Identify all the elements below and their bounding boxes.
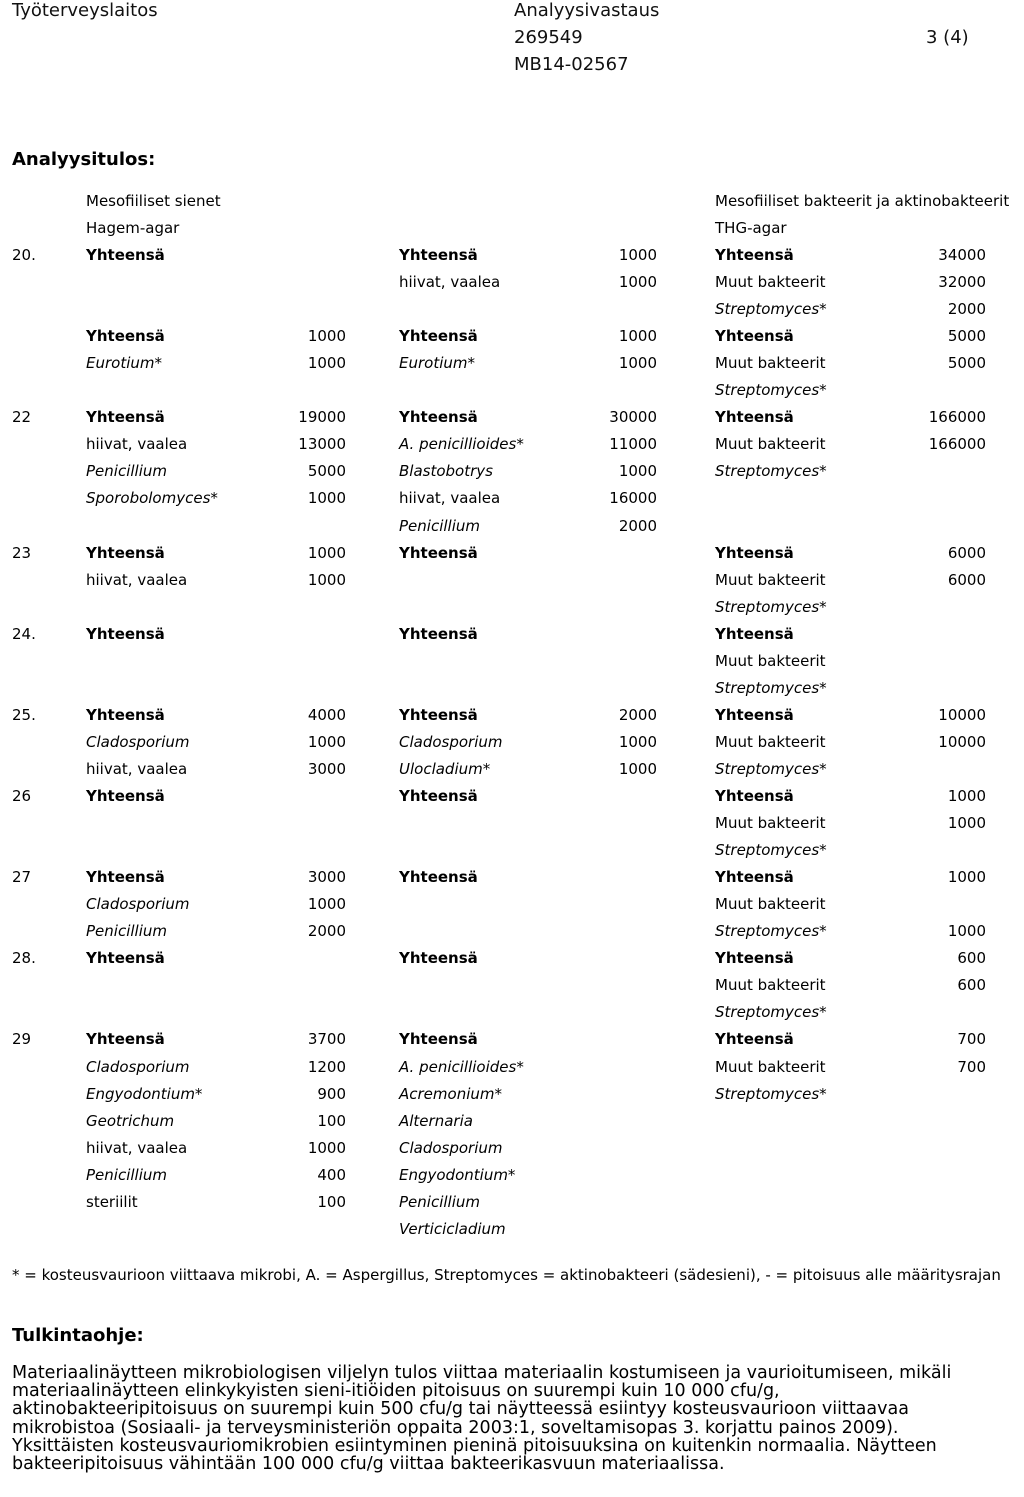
fungi-taxon-2: Yhteensä [399,949,478,967]
fungi-taxon: hiivat, vaalea [86,760,188,778]
interpretation-line: bakteeripitoisuus vähintään 100 000 cfu/g viittaa bakteerikasvuun materiaalissa. [12,1454,725,1475]
fungi-taxon-2: Yhteensä [399,625,478,643]
fungi-count: 400 [317,1166,346,1184]
fungi-taxon-2: Verticicladium [399,1220,506,1238]
fungi-taxon-2: Alternaria [399,1112,473,1130]
bacteria-taxon: Streptomyces* [715,381,827,399]
bacteria-count: 10000 [938,733,986,751]
bacteria-count: 5000 [947,354,986,372]
fungi-taxon-2: Ulocladium* [399,760,491,778]
bacteria-taxon: Yhteensä [715,327,794,345]
interpretation-line: Materiaalinäytteen mikrobiologisen viljelyn tulos viittaa materiaalin kostumiseen ja vaurioitumiseen, mikäli [12,1363,952,1383]
bacteria-taxon: Yhteensä [715,625,794,643]
fungi-taxon-2: A. penicillioides* [399,1058,524,1076]
bacteria-taxon: Muut bakteerit [715,1058,826,1076]
bacteria-count: 1000 [947,922,986,940]
fungi-count-2: 1000 [618,273,657,291]
fungi-taxon: Penicillium [86,462,167,480]
fungi-count: 5000 [307,462,346,480]
fungi-taxon: hiivat, vaalea [86,571,188,589]
fungi-taxon: Sporobolomyces* [86,489,218,507]
fungi-count-2: 2000 [618,706,657,724]
fungi-taxon: Yhteensä [86,787,165,805]
bacteria-count: 1000 [947,787,986,805]
fungi-count-2: 30000 [609,408,657,426]
bacteria-count: 10000 [938,706,986,724]
fungi-taxon-2: Yhteensä [399,787,478,805]
fungi-count: 2000 [307,922,346,940]
fungi-count: 3000 [307,868,346,886]
fungi-taxon: steriilit [86,1193,138,1211]
bacteria-taxon: Yhteensä [715,544,794,562]
fungi-taxon: hiivat, vaalea [86,435,188,453]
bacteria-taxon: Streptomyces* [715,300,827,318]
bacteria-count: 1000 [947,814,986,832]
fungi-count-2: 1000 [618,327,657,345]
fungi-count: 1000 [307,733,346,751]
bacteria-taxon: Yhteensä [715,868,794,886]
fungi-taxon: Penicillium [86,1166,167,1184]
fungi-count-2: 1000 [618,760,657,778]
fungi-count: 1000 [307,489,346,507]
bacteria-count: 34000 [938,246,986,264]
sample-number: 27 [12,868,32,886]
fungi-count: 19000 [298,408,346,426]
fungi-count-2: 1000 [618,354,657,372]
fungi-count: 900 [317,1085,346,1103]
document-number: 269549 [514,27,583,48]
fungi-count: 100 [317,1193,346,1211]
fungi-count: 1000 [307,571,346,589]
fungi-taxon: Cladosporium [86,1058,190,1076]
fungi-count-2: 16000 [609,489,657,507]
bacteria-count: 1000 [947,868,986,886]
interpretation-line: aktinobakteeripitoisuus on suurempi kuin 500 cfu/g tai näytteessä esiintyy kosteusvaurioon viittaavaa [12,1399,909,1420]
bacteria-taxon: Streptomyces* [715,462,827,480]
fungi-column-header: Mesofiiliset sienet [86,192,221,210]
sample-number: 29 [12,1030,32,1048]
fungi-taxon: Yhteensä [86,706,165,724]
fungi-taxon-2: hiivat, vaalea [399,273,501,291]
bacteria-count: 600 [957,976,986,994]
fungi-count-2: 1000 [618,246,657,264]
fungi-count: 1200 [307,1058,346,1076]
fungi-taxon: Geotrichum [86,1112,175,1130]
fungi-count: 4000 [307,706,346,724]
bacteria-taxon: Muut bakteerit [715,571,826,589]
bacteria-taxon: Yhteensä [715,408,794,426]
fungi-taxon-2: Blastobotrys [399,462,493,480]
fungi-taxon-2: hiivat, vaalea [399,489,501,507]
fungi-taxon-2: Cladosporium [399,733,503,751]
fungi-taxon: Yhteensä [86,246,165,264]
bacteria-count: 32000 [938,273,986,291]
page-number: 3 (4) [926,27,969,48]
sample-number: 24. [12,625,36,643]
bacteria-taxon: Muut bakteerit [715,814,826,832]
fungi-taxon: Engyodontium* [86,1085,203,1103]
bacteria-taxon: Yhteensä [715,787,794,805]
interpretation-line: mikrobistoa (Sosiaali- ja terveysministeriön oppaita 2003:1, soveltamisopas 3. korjattu painos 2009). [12,1417,899,1438]
fungi-taxon-2: Yhteensä [399,706,478,724]
bacteria-medium-header: THG-agar [715,219,787,237]
sample-number: 20. [12,246,36,264]
fungi-taxon-2: Engyodontium* [399,1166,516,1184]
sample-number: 25. [12,706,36,724]
fungi-taxon: Yhteensä [86,868,165,886]
fungi-taxon: hiivat, vaalea [86,1139,188,1157]
fungi-taxon-2: Eurotium* [399,354,475,372]
fungi-taxon-2: Penicillium [399,517,480,535]
bacteria-taxon: Muut bakteerit [715,733,826,751]
bacteria-count: 6000 [947,571,986,589]
fungi-count: 13000 [298,435,346,453]
fungi-taxon-2: Yhteensä [399,1030,478,1048]
interpretation-title: Tulkintaohje: [12,1325,144,1346]
interpretation-line: Yksittäisten kosteusvauriomikrobien esiintyminen pieninä pitoisuuksina on kuitenkin normaalia. Näytteen [12,1435,937,1456]
fungi-taxon-2: A. penicillioides* [399,435,524,453]
bacteria-count: 700 [957,1030,986,1048]
bacteria-taxon: Muut bakteerit [715,435,826,453]
bacteria-taxon: Muut bakteerit [715,273,826,291]
fungi-count: 1000 [307,895,346,913]
fungi-taxon: Eurotium* [86,354,162,372]
fungi-count: 1000 [307,327,346,345]
fungi-count-2: 1000 [618,462,657,480]
bacteria-taxon: Streptomyces* [715,760,827,778]
fungi-taxon: Yhteensä [86,408,165,426]
bacteria-taxon: Yhteensä [715,246,794,264]
fungi-count: 3000 [307,760,346,778]
fungi-count: 1000 [307,354,346,372]
interpretation-text [12,1364,1017,1473]
fungi-taxon-2: Yhteensä [399,868,478,886]
bacteria-taxon: Yhteensä [715,1030,794,1048]
bacteria-taxon: Yhteensä [715,706,794,724]
fungi-taxon: Yhteensä [86,544,165,562]
sample-number: 26 [12,787,32,805]
fungi-count-2: 1000 [618,733,657,751]
organization-name: Työterveyslaitos [12,0,158,21]
fungi-medium-header: Hagem-agar [86,219,180,237]
sample-number: 28. [12,949,36,967]
bacteria-count: 600 [957,949,986,967]
fungi-taxon-2: Acremonium* [399,1085,502,1103]
bacteria-column-header: Mesofiiliset bakteerit ja aktinobakteerit [715,192,1010,210]
fungi-taxon-2: Yhteensä [399,408,478,426]
sample-number: 22 [12,408,32,426]
fungi-taxon: Cladosporium [86,895,190,913]
sample-number: 23 [12,544,32,562]
fungi-taxon: Cladosporium [86,733,190,751]
fungi-count: 3700 [307,1030,346,1048]
fungi-count: 1000 [307,1139,346,1157]
fungi-taxon: Yhteensä [86,1030,165,1048]
bacteria-taxon: Muut bakteerit [715,652,826,670]
reference-number: MB14-02567 [514,54,629,75]
fungi-taxon: Penicillium [86,922,167,940]
fungi-count: 100 [317,1112,346,1130]
fungi-taxon-2: Yhteensä [399,246,478,264]
fungi-count-2: 2000 [618,517,657,535]
bacteria-taxon: Muut bakteerit [715,895,826,913]
interpretation-line: materiaalinäytteen elinkykyisten sieni-itiöiden pitoisuus on suurempi kuin 10 000 cfu/g, [12,1381,780,1402]
fungi-count: 1000 [307,544,346,562]
bacteria-taxon: Streptomyces* [715,679,827,697]
fungi-taxon: Yhteensä [86,327,165,345]
bacteria-taxon: Streptomyces* [715,922,827,940]
fungi-taxon: Yhteensä [86,625,165,643]
fungi-taxon-2: Yhteensä [399,327,478,345]
bacteria-count: 5000 [947,327,986,345]
bacteria-taxon: Muut bakteerit [715,354,826,372]
bacteria-taxon: Streptomyces* [715,598,827,616]
document-type: Analyysivastaus [514,0,660,21]
bacteria-count: 700 [957,1058,986,1076]
bacteria-taxon: Muut bakteerit [715,976,826,994]
bacteria-taxon: Streptomyces* [715,841,827,859]
bacteria-count: 166000 [928,435,986,453]
bacteria-count: 166000 [928,408,986,426]
footnote: * = kosteusvaurioon viittaava mikrobi, A. = Aspergillus, Streptomyces = aktinobakteeri (sädesieni), - = pitoisuus alle määritysrajan [12,1266,1001,1284]
bacteria-taxon: Streptomyces* [715,1085,827,1103]
results-title: Analyysitulos: [12,149,156,170]
fungi-taxon-2: Yhteensä [399,544,478,562]
bacteria-count: 2000 [947,300,986,318]
fungi-count-2: 11000 [609,435,657,453]
bacteria-taxon: Yhteensä [715,949,794,967]
fungi-taxon-2: Cladosporium [399,1139,503,1157]
fungi-taxon: Yhteensä [86,949,165,967]
bacteria-count: 6000 [947,544,986,562]
fungi-taxon-2: Penicillium [399,1193,480,1211]
bacteria-taxon: Streptomyces* [715,1003,827,1021]
